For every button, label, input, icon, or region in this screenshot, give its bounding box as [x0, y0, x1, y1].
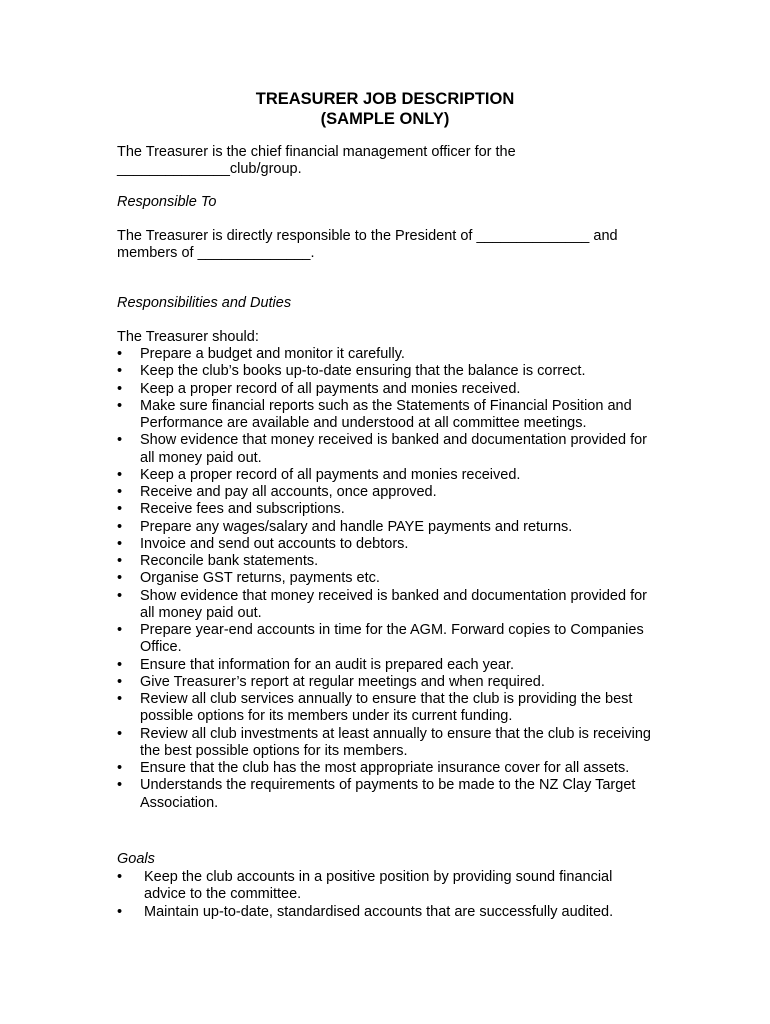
- duty-item: [117, 484, 657, 501]
- bullet-icon: •: [117, 346, 123, 362]
- duty-item: [117, 346, 657, 363]
- duty-text: Keep the club’s books up-to-date ensuring that the balance is correct.: [140, 363, 586, 380]
- duty-text: Organise GST returns, payments etc.: [140, 570, 380, 587]
- bullet-icon: •: [117, 777, 123, 794]
- bullet-icon: •: [117, 484, 123, 500]
- duty-item: [117, 760, 657, 777]
- duty-text: Review all club investments at least annually to ensure that the club is receiving the best possible options for its members.: [140, 725, 651, 759]
- duties-list: [117, 346, 657, 812]
- goals-heading: Goals: [117, 851, 155, 867]
- duties-lead: The Treasurer should:: [117, 329, 259, 345]
- duty-text: Ensure that information for an audit is prepared each year.: [140, 656, 514, 673]
- bullet-icon: •: [117, 760, 123, 776]
- bullet-icon: •: [117, 432, 123, 449]
- duty-item: [117, 363, 657, 380]
- duty-text: Show evidence that money received is banked and documentation provided for all money paid out.: [140, 432, 648, 466]
- bullet-icon: •: [117, 363, 123, 380]
- duty-item: [117, 777, 657, 812]
- duty-item: [117, 726, 657, 761]
- duty-text: Prepare year-end accounts in time for the AGM. Forward copies to Companies Office.: [140, 622, 644, 656]
- bullet-icon: •: [117, 691, 123, 707]
- goal-item: [117, 904, 657, 921]
- duty-text: Reconcile bank statements.: [140, 553, 319, 569]
- bullet-icon: •: [117, 869, 123, 885]
- duty-item: [117, 519, 657, 536]
- bullet-icon: •: [117, 501, 123, 518]
- bullet-icon: •: [117, 466, 123, 483]
- duty-item: [117, 553, 657, 570]
- bullet-icon: •: [117, 553, 123, 569]
- duty-text: Review all club services annually to ensure that the club is providing the best possible options for its members under its current funding.: [140, 691, 633, 725]
- bullet-icon: •: [117, 587, 123, 604]
- duty-item: [117, 622, 657, 657]
- intro-paragraph: The Treasurer is the chief financial management officer for the ______________club/group.: [117, 144, 516, 178]
- duty-item: [117, 432, 657, 467]
- bullet-icon: •: [117, 570, 123, 587]
- duty-text: Keep a proper record of all payments and monies received.: [140, 466, 521, 483]
- bullet-icon: •: [117, 656, 123, 673]
- bullet-icon: •: [117, 725, 123, 742]
- goal-text: Maintain up-to-date, standardised accounts that are successfully audited.: [144, 903, 614, 920]
- responsible-to-paragraph: The Treasurer is directly responsible to the President of ______________ and members of ______________.: [117, 228, 618, 262]
- duty-text: Give Treasurer’s report at regular meetings and when required.: [140, 673, 545, 690]
- goals-list: [117, 869, 657, 921]
- bullet-icon: •: [117, 903, 123, 920]
- duty-item: [117, 467, 657, 484]
- document-title: TREASURER JOB DESCRIPTION: [255, 90, 515, 108]
- responsible-to-heading: Responsible To: [117, 194, 217, 210]
- duty-item: [117, 674, 657, 691]
- duty-text: Prepare any wages/salary and handle PAYE payments and returns.: [140, 518, 573, 535]
- duty-item: [117, 691, 657, 726]
- duty-item: [117, 536, 657, 553]
- duties-heading: Responsibilities and Duties: [117, 295, 292, 311]
- duty-item: [117, 657, 657, 674]
- bullet-icon: •: [117, 622, 123, 638]
- duty-text: Receive and pay all accounts, once approved.: [140, 484, 437, 500]
- duty-text: Understands the requirements of payments to be made to the NZ Clay Target Association.: [140, 777, 636, 811]
- bullet-icon: •: [117, 673, 123, 690]
- duty-text: Prepare a budget and monitor it carefully.: [140, 346, 405, 362]
- duty-text: Invoice and send out accounts to debtors.: [140, 535, 409, 552]
- bullet-icon: •: [117, 397, 123, 414]
- bullet-icon: •: [117, 380, 123, 397]
- bullet-icon: •: [117, 535, 123, 552]
- duty-item: [117, 588, 657, 623]
- goal-text: Keep the club accounts in a positive position by providing sound financial advice to the committee.: [144, 869, 613, 903]
- duty-text: Show evidence that money received is banked and documentation provided for all money paid out.: [140, 587, 648, 621]
- duty-item: [117, 398, 657, 433]
- goal-item: [117, 869, 657, 904]
- duty-text: Receive fees and subscriptions.: [140, 501, 345, 518]
- duty-text: Ensure that the club has the most appropriate insurance cover for all assets.: [140, 760, 630, 776]
- duty-item: [117, 501, 657, 518]
- duty-item: [117, 381, 657, 398]
- duty-item: [117, 570, 657, 587]
- bullet-icon: •: [117, 518, 123, 535]
- duty-text: Make sure financial reports such as the Statements of Financial Position and Performance are available and understood at all committee meetings.: [140, 397, 632, 431]
- document-subtitle: (SAMPLE ONLY): [320, 110, 450, 128]
- duty-text: Keep a proper record of all payments and monies received.: [140, 380, 521, 397]
